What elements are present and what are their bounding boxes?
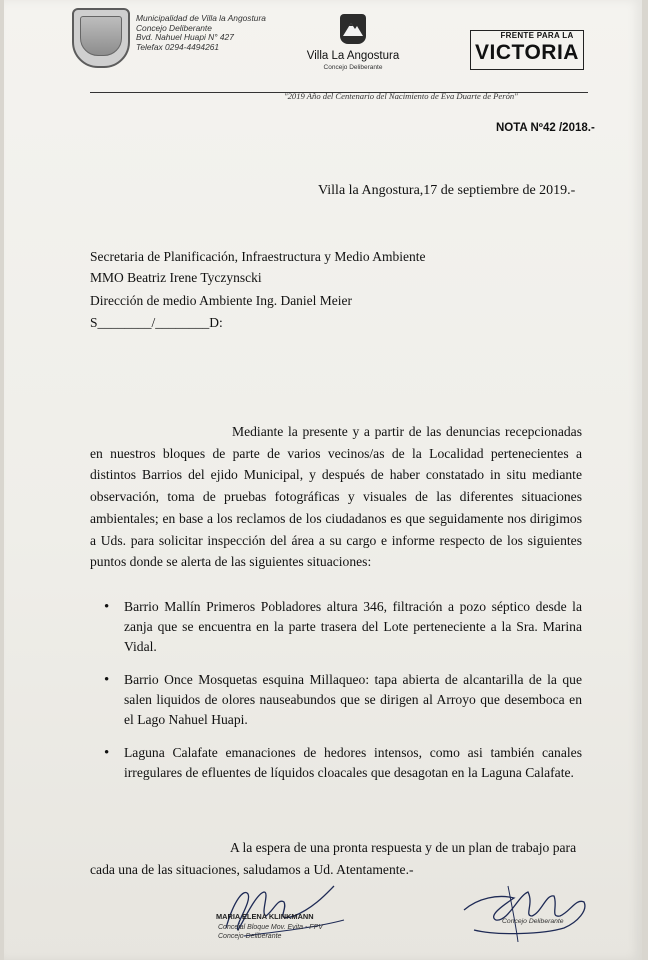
addressee-line-2: MMO Beatriz Irene Tyczynscki: [90, 270, 262, 285]
body-text: Mediante la presente y a partir de las denuncias recepcionadas en nuestros bloques de parte de varios vecinos/as de la Localidad pertenecientes a distintos Barrios del ejido Municipal, y después de haber constatado in situ mediante observación, toma de pruebas fotográficas y visuales de las diferentes situaciones ambientales; en base a los reclamos de los ciudadanos es que seguidamente nos dirigimos a Uds. para solicitar inspección del área a su cargo e informe respecto de los siguientes puntos donde se alerta de las siguientes situaciones:: [90, 424, 582, 570]
list-item: [90, 597, 582, 657]
list-item: [90, 670, 582, 730]
issues-list: [90, 597, 582, 796]
municipality-address-block: [136, 14, 266, 52]
left-signer-role-line-1: Concejal Bloque Mov. Evita - FPV: [218, 924, 323, 931]
issue-text: Barrio Mallín Primeros Pobladores altura 346, filtración a pozo séptico desde la zanja que se encuentra en la parte trasera del Lote perteneciente a la Sra. Marina Vidal.: [124, 599, 582, 654]
list-item: [90, 743, 582, 783]
closing-text: A la espera de una pronta respuesta y de un plan de trabajo para cada una de las situaciones, saludamos a Ud. Atentamente.-: [90, 840, 577, 877]
issue-text: Barrio Once Mosquetas esquina Millaqueo: tapa abierta de alcantarilla de la que salen liquidos de olores nauseabundos que se dirigen al Arroyo que desemboca en el Lago Nahuel Huapi.: [124, 672, 582, 727]
municipal-seal-logo: [72, 8, 130, 68]
municipality-name: Municipalidad de Villa la Angostura: [136, 13, 266, 23]
left-signer-name: MARIA ELENA KLINKMANN: [216, 912, 314, 921]
right-signer-role: Concejo Deliberante: [502, 918, 564, 925]
year-motto: "2019 Año del Centenario del Nacimiento de Eva Duarte de Perón": [284, 91, 518, 101]
letter-page: [4, 0, 642, 960]
addressee-line-1: Secretaria de Planificación, Infraestructura y Medio Ambiente: [90, 249, 426, 264]
closing-paragraph: [90, 837, 582, 881]
center-logo-subtitle: Concejo Deliberante: [323, 64, 383, 71]
council-address: Bvd. Nahuel Huapi N° 427: [136, 32, 234, 43]
center-logo-title: Villa La Angostura: [306, 50, 400, 62]
note-number: NOTA Nº42 /2018.-: [496, 122, 595, 134]
mountain-logo-icon: [340, 14, 366, 44]
salutation-line: S________/________D:: [90, 315, 223, 330]
issue-text: Laguna Calafate emanaciones de hedores intensos, como asi también canales irregulares de efluentes de líquidos cloacales que desagotan en la Laguna Calafate.: [124, 745, 582, 780]
council-name: Concejo Deliberante: [136, 22, 212, 33]
addressee-line-3: Dirección de medio Ambiente Ing. Daniel Meier: [90, 293, 353, 308]
party-logo-top-text: FRENTE PARA LA: [500, 31, 574, 40]
left-signer-role-line-2: Concejo Deliberante: [218, 932, 282, 940]
body-paragraph: [90, 421, 582, 573]
right-signature-scribble: [458, 876, 592, 948]
party-logo-main-text: VICTORIA: [475, 41, 579, 64]
council-phone: Telefax 0294-4494261: [136, 41, 220, 52]
date-line: Villa la Angostura,17 de septiembre de 2019.-: [318, 183, 576, 198]
left-signer-role: [218, 924, 323, 941]
